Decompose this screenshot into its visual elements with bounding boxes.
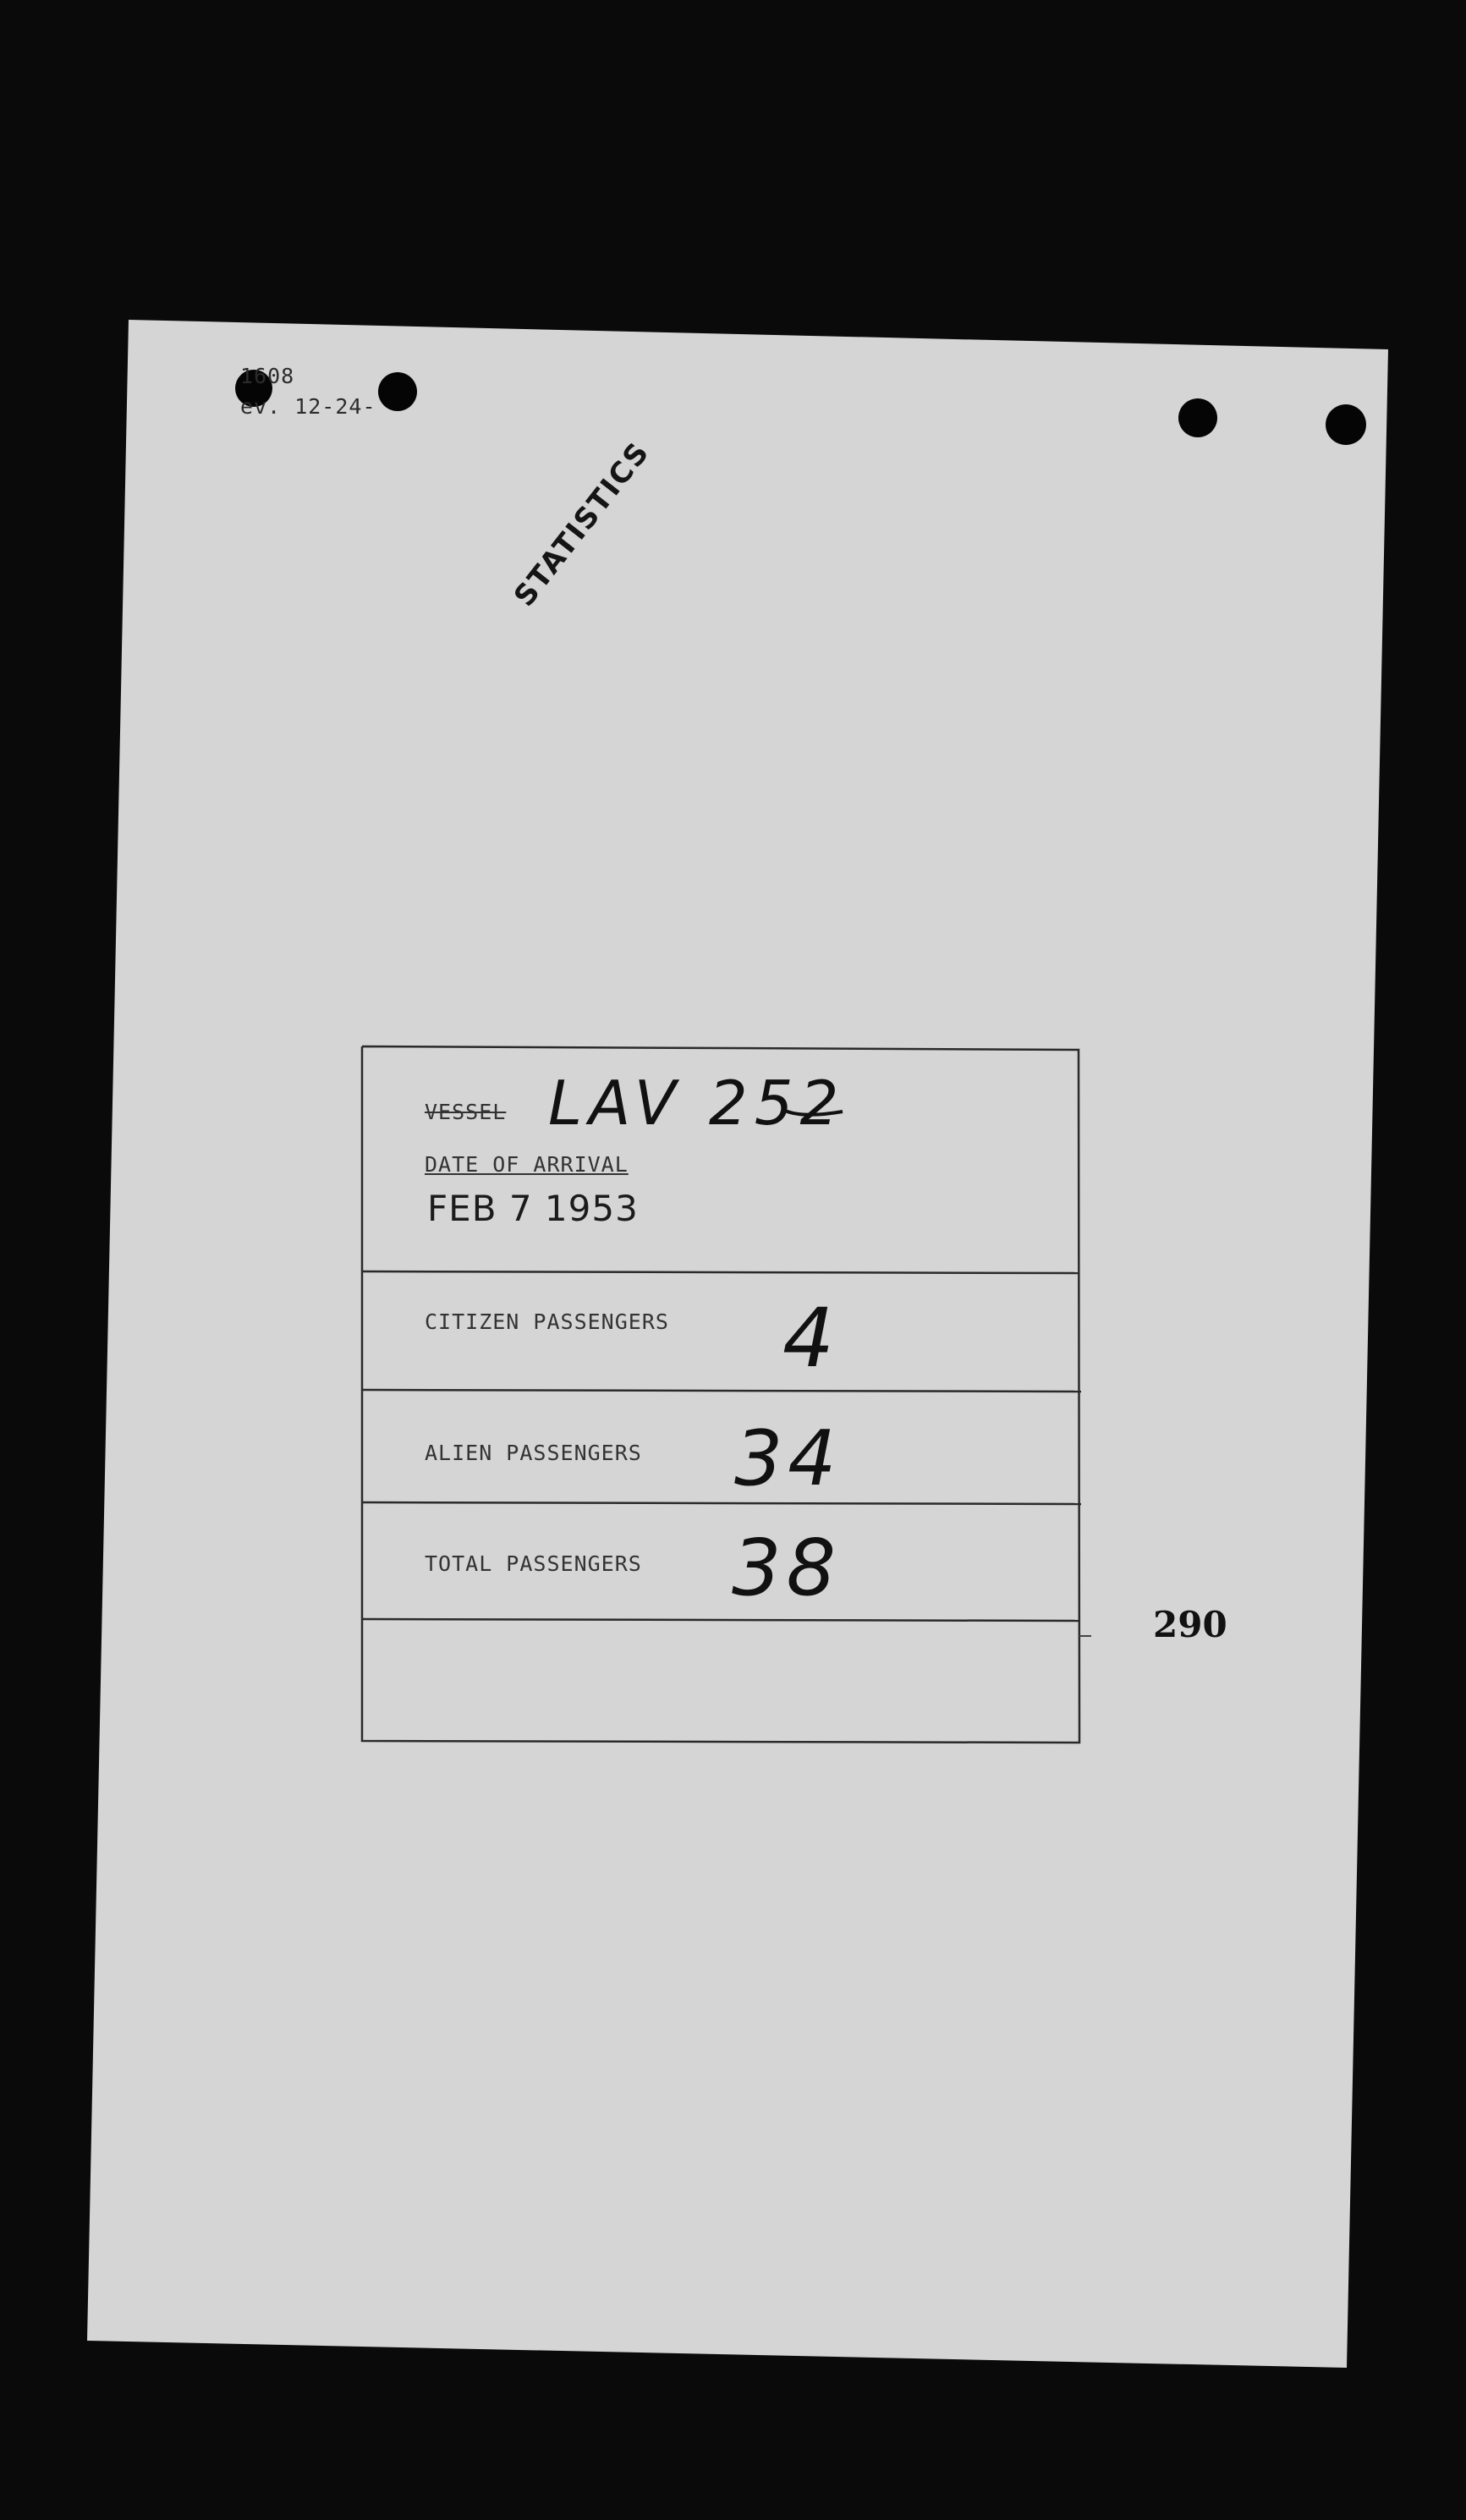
alien-passengers-value: 34 (734, 1414, 842, 1503)
arrival-date-stamp: FEB 7 1953 (427, 1188, 639, 1229)
statistics-stamp: STATISTICS (508, 435, 657, 613)
punch-hole (1178, 398, 1217, 437)
date-of-arrival-label: DATE OF ARRIVAL (425, 1152, 629, 1177)
form-revision: ev. 12-24- (240, 394, 376, 419)
vessel-value: LAV 252 (548, 1068, 846, 1139)
vessel-label: VESSEL (425, 1100, 507, 1124)
total-passengers-value: 38 (732, 1523, 842, 1613)
citizen-passengers-value: 4 (782, 1291, 835, 1386)
citizen-passengers-label: CITIZEN PASSENGERS (425, 1309, 669, 1334)
page-number: 290 (1153, 1604, 1227, 1645)
punch-hole (1326, 404, 1366, 445)
total-passengers-label: TOTAL PASSENGERS (425, 1551, 642, 1576)
alien-passengers-label: ALIEN PASSENGERS (425, 1441, 642, 1465)
form-number: 1608 (240, 364, 295, 388)
punch-hole (378, 372, 417, 411)
